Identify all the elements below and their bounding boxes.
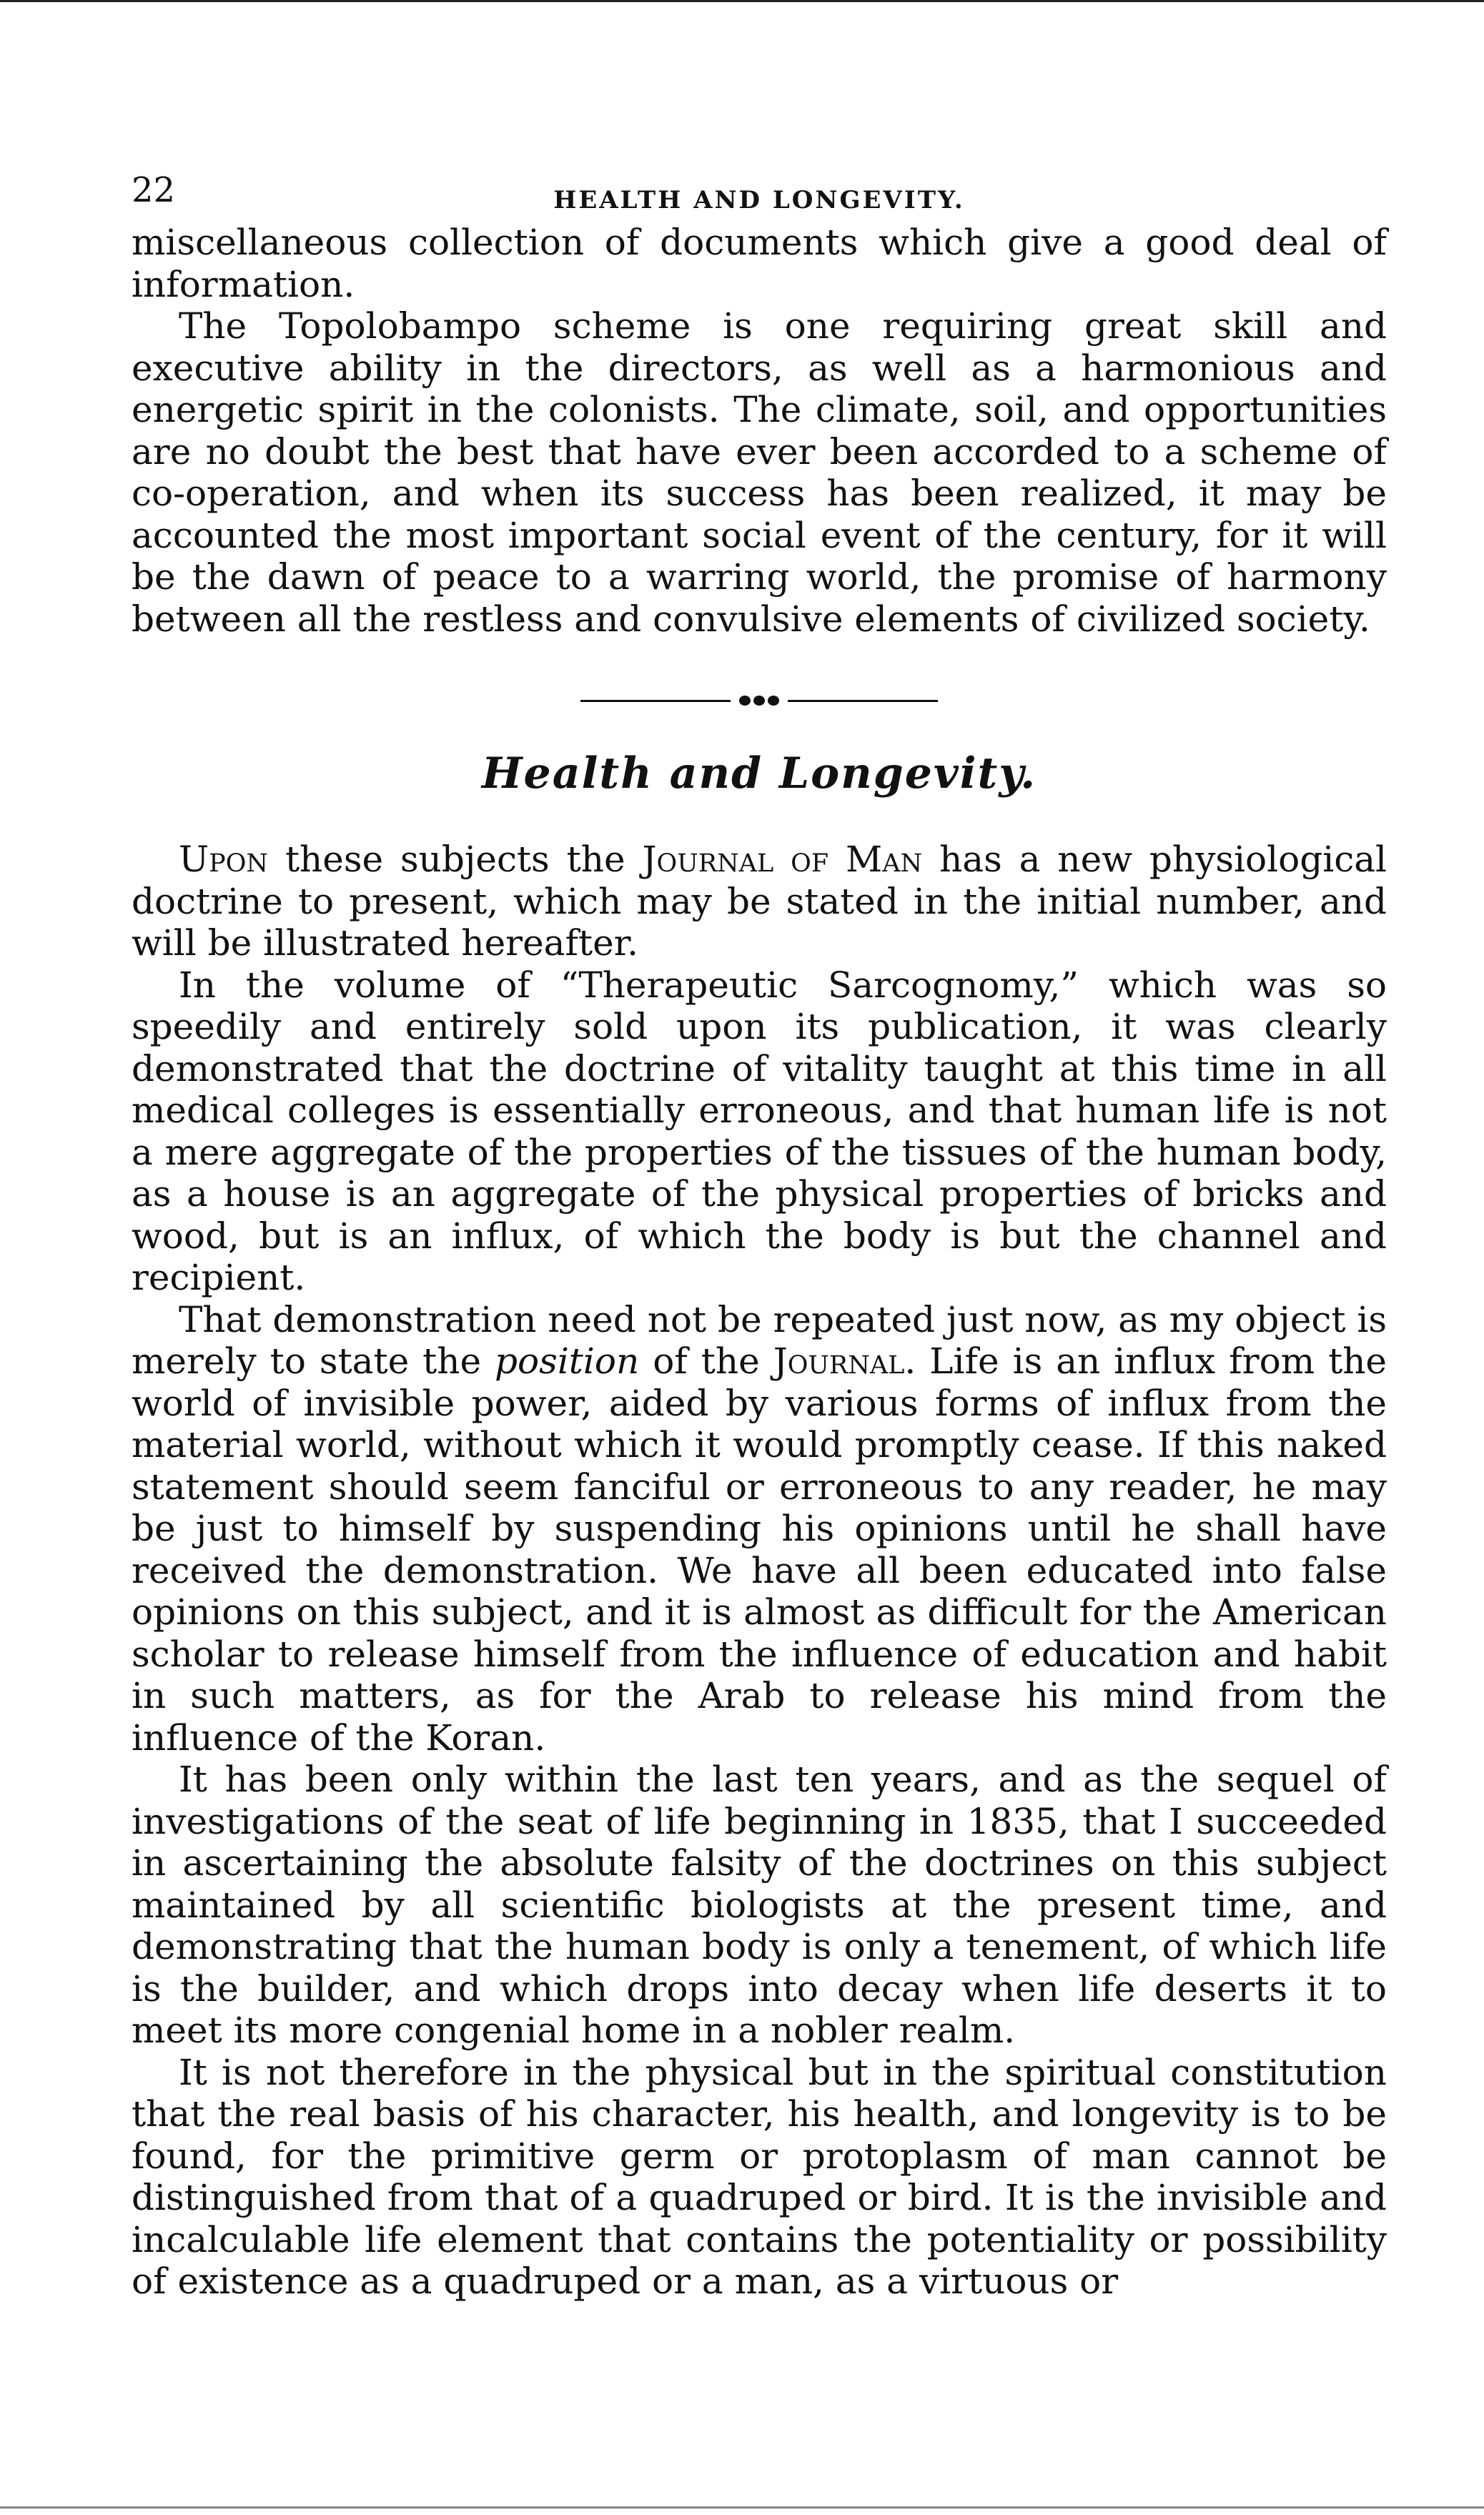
text-run: has a new physiological doctrine to present, which may be stated in the initial number, and will be illustrated hereafter. [132,839,1387,964]
body-text [132,222,1387,2303]
paragraph-that-demonstration [132,1299,1387,1759]
page-number: 22 [132,170,176,210]
text-run: Life is an influx from the world of invisible power, aided by various forms of influx from the material world, without which it would promptly cease. If this naked statement should seem fanciful or erroneous to any reader, he may be just to himself by suspending his opinions until he shall have received the demonstration. We have all been educated into false opinions on this subject, and it is almost as difficult for the American scholar to release himself from the influence of education and habit in such matters, as for the Arab to release his mind from the influence of the Koran. [132,1340,1387,1759]
text-run: That demonstration need not be repeated just now, as my object is merely to state the [132,1298,1387,1382]
divider-line-right [788,700,938,702]
section-title: Health and Longevity. [481,748,1037,799]
paragraph-continued: miscellaneous collection of documents which give a good deal of information. [132,222,1387,305]
divider-dot [739,696,751,706]
lead-word: Upon [179,839,269,880]
paragraph-therapeutic-sarcognomy: In the volume of “Therapeutic Sarcognomy,” which was so speedily and entirely sold upon its publication, it was clearly demonstrated that the doctrine of vitality taught at this time in all medical colleges is essentially erroneous, and that human life is not a mere aggregate of the properties of the tissues of the human body, as a house is an aggregate of the physical properties of bricks and wood, but is an influx, of which the body is but the channel and recipient. [132,964,1387,1298]
journal-name: Journal. [773,1340,916,1382]
divider-dot [753,696,765,706]
bottom-border-rule [0,2506,1484,2509]
running-head-title: HEALTH AND LONGEVITY. [553,186,965,214]
running-head [132,164,1387,222]
top-border-rule [0,0,1484,2]
text-run: these subjects the [268,839,643,880]
divider-line-left [580,700,731,702]
italic-position: position [495,1340,640,1382]
journal-name: Journal of Man [642,839,923,880]
paragraph-topolobampo: The Topolobampo scheme is one requiring great skill and executive ability in the directors, as well as a harmonious and energetic spirit in the colonists. The climate, soil, and opportunities are no doubt the best that have ever been accorded to a scheme of co-operation, and when its success has been realized, it may be accounted the most important social event of the century, for it will be the dawn of peace to a warring world, the promise of harmony between all the restless and convulsive elements of civilized society. [132,305,1387,640]
paragraph-last-ten-years: It has been only within the last ten years, and as the sequel of investigations of the seat of life beginning in 1835, that I succeeded in ascertaining the absolute falsity of the doctrines on this subject maintained by all scientific biologists at the present time, and demonstrating that the human body is only a tenement, of which life is the builder, and which drops into decay when life deserts it to meet its more congenial home in a nobler realm. [132,1759,1387,2051]
paragraph-upon-these-subjects [132,839,1387,964]
text-run: of the [639,1340,773,1382]
section-divider-ornament [580,678,938,721]
book-page [132,164,1387,2303]
paragraph-spiritual-constitution: It is not therefore in the physical but in the spiritual constitution that the real basis of his character, his health, and longevity is to be found, for the primitive germ or protoplasm of man cannot be distinguished from that of a quadruped or bird. It is the invisible and incalculable life element that contains the potentiality or possibility of existence as a quadruped or a man, as a virtuous or [132,2051,1387,2302]
divider-dot [768,696,779,706]
